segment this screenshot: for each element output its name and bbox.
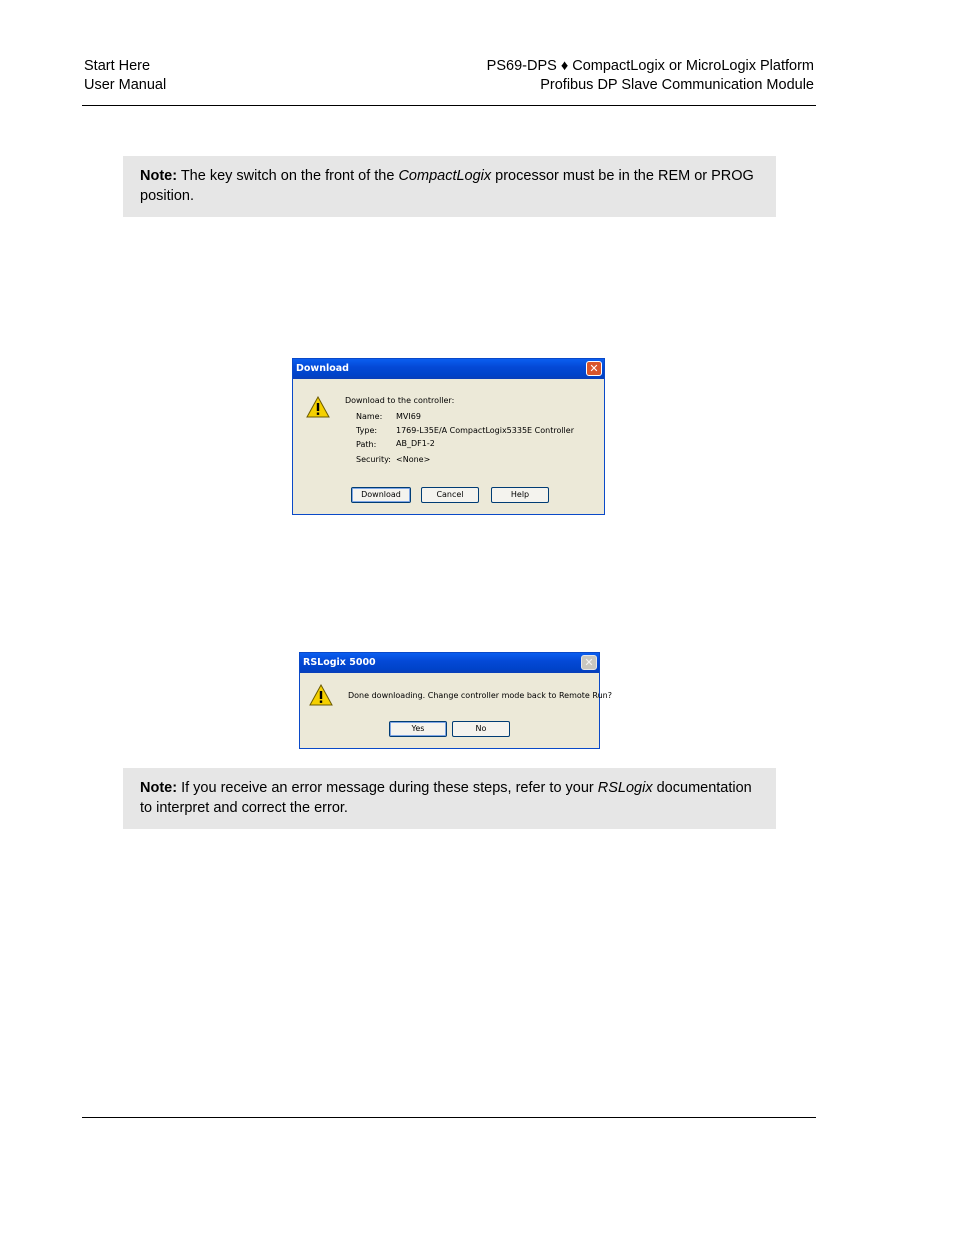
note-label: Note: [140,168,178,184]
header-doc-type: User Manual [84,77,167,93]
download-heading: Download to the controller: [345,396,455,405]
header-left [84,57,166,95]
header-product: PS69-DPS ♦ CompactLogix or MicroLogix Platform [486,58,814,74]
type-label: Type: [356,426,378,435]
name-value: MVI69 [396,412,421,421]
type-value: 1769-L35E/A CompactLogix5335E Controller [396,426,574,435]
path-label: Path: [356,440,377,449]
rslogix-message: Done downloading. Change controller mode back to Remote Run? [348,691,612,700]
note-italic: CompactLogix [398,168,492,184]
footer-rule [82,1117,816,1118]
header-section: Start Here [84,58,151,74]
rslogix-dialog [299,652,612,749]
path-value: AB_DF1-2 [396,439,435,448]
help-button[interactable]: Help [491,487,549,503]
note-keyswitch [123,156,776,217]
yes-button[interactable]: Yes [389,721,447,737]
note-text: The key switch on the front of the [177,168,399,184]
download-button[interactable]: Download [351,487,411,503]
close-icon[interactable]: ✕ [581,655,597,670]
header-right [487,57,814,95]
cancel-button[interactable]: Cancel [421,487,479,503]
note-label: Note: [140,780,178,796]
warning-icon [306,396,330,418]
note-italic: RSLogix [597,780,653,796]
no-button[interactable]: No [452,721,510,737]
note-text: processor must be in the REM or PROG position. [140,168,754,204]
download-dialog [292,358,605,515]
security-label: Security: [356,455,391,464]
name-label: Name: [356,412,383,421]
note-text: If you receive an error message during these steps, refer to your [177,780,598,796]
note-text: documentation to interpret and correct the error. [140,780,752,816]
download-dialog-titlebar [293,359,604,379]
download-dialog-title: Download [296,363,349,374]
security-value: <None> [396,455,431,464]
header-rule [82,105,816,106]
warning-icon [309,684,333,706]
header-module: Profibus DP Slave Communication Module [540,77,814,93]
rslogix-dialog-titlebar [300,653,599,673]
note-error [123,768,776,829]
close-icon[interactable]: ✕ [586,361,602,376]
rslogix-dialog-title: RSLogix 5000 [303,657,376,668]
